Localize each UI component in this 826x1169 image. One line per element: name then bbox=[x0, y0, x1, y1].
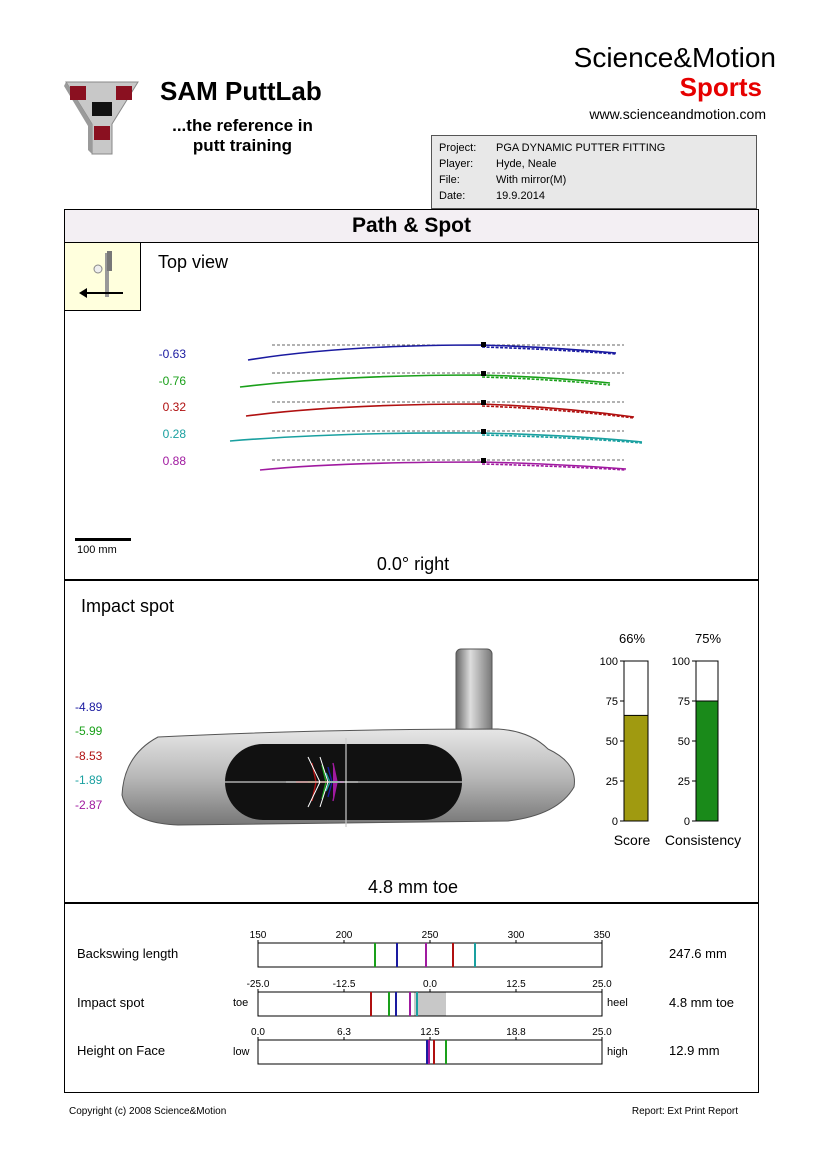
impact-value-2: -5.99 bbox=[75, 724, 103, 738]
height-value: 12.9 mm bbox=[669, 1043, 720, 1058]
info-player-value: Hyde, Neale bbox=[496, 158, 557, 170]
score-percent: 66% bbox=[618, 631, 646, 646]
impact-tick-3: 0.0 bbox=[423, 979, 437, 990]
info-project-value: PGA DYNAMIC PUTTER FITTING bbox=[496, 142, 666, 154]
backswing-bar bbox=[258, 943, 602, 967]
consistency-axis-tick-50: 50 bbox=[677, 736, 690, 748]
path-marker-5 bbox=[481, 458, 486, 463]
info-date-label: Date: bbox=[439, 190, 466, 202]
height-tick-2: 6.3 bbox=[337, 1027, 351, 1038]
impact-range-shade bbox=[414, 992, 446, 1016]
height-tick-3: 12.5 bbox=[420, 1027, 440, 1038]
score-bars bbox=[590, 655, 730, 830]
height-low-label: low bbox=[233, 1046, 250, 1058]
impact-spot-title: Impact spot bbox=[81, 596, 175, 616]
impact-tick-5: 25.0 bbox=[592, 979, 612, 990]
score-axis-tick-100: 100 bbox=[599, 656, 618, 668]
height-label: Height on Face bbox=[77, 1043, 166, 1058]
brand-sub: Sports bbox=[679, 72, 762, 102]
height-high-label: high bbox=[607, 1046, 628, 1058]
consistency-axis-tick-100: 100 bbox=[671, 656, 690, 668]
score-axis-tick-50: 50 bbox=[605, 736, 618, 748]
info-file-value: With mirror(M) bbox=[496, 174, 567, 186]
path-value-1: -0.63 bbox=[158, 347, 186, 361]
top-view-title: Top view bbox=[158, 252, 229, 272]
info-player-label: Player: bbox=[439, 158, 474, 170]
height-tick-4: 18.8 bbox=[506, 1027, 526, 1038]
scale-label: 100 mm bbox=[77, 544, 117, 556]
impact-heel-label: heel bbox=[607, 997, 628, 1009]
path-trace-5 bbox=[260, 462, 626, 470]
divider-top bbox=[64, 579, 759, 581]
backswing-tick-5: 350 bbox=[593, 930, 611, 941]
info-date bbox=[439, 190, 545, 202]
backswing-tick-3: 250 bbox=[421, 930, 439, 941]
report-type: Report: Ext Print Report bbox=[631, 1106, 738, 1117]
scale-bar bbox=[75, 538, 131, 541]
path-marker-4 bbox=[481, 429, 486, 434]
backswing-tick-4: 300 bbox=[507, 930, 525, 941]
path-value-5: 0.88 bbox=[162, 454, 186, 468]
impact-value-5: -2.87 bbox=[75, 798, 103, 812]
impact-toe-label: toe bbox=[233, 997, 249, 1009]
metric-bars bbox=[240, 926, 620, 1071]
score-axis-tick-0: 0 bbox=[611, 816, 618, 828]
path-trace-1 bbox=[248, 345, 616, 360]
consistency-axis-tick-75: 75 bbox=[677, 696, 690, 708]
consistency-bar-fill bbox=[696, 701, 718, 821]
impact-metric-value: 4.8 mm toe bbox=[669, 995, 735, 1010]
section-title: Path & Spot bbox=[64, 209, 759, 243]
path-marker-2 bbox=[481, 371, 486, 376]
app-title: SAM PuttLab bbox=[160, 76, 322, 106]
consistency-label: Consistency bbox=[664, 832, 742, 848]
path-marker-1 bbox=[481, 342, 486, 347]
puttlab-logo-icon bbox=[62, 78, 142, 158]
tagline-line1: ...the reference in bbox=[172, 116, 313, 135]
putter-head-image bbox=[118, 645, 580, 830]
impact-value-1: -4.89 bbox=[75, 700, 103, 714]
info-file-label: File: bbox=[439, 174, 460, 186]
backswing-value: 247.6 mm bbox=[669, 946, 727, 961]
score-axis-tick-25: 25 bbox=[605, 776, 618, 788]
brand-url[interactable]: www.scienceandmotion.com bbox=[589, 106, 766, 122]
impact-value-3: -8.53 bbox=[75, 749, 103, 763]
info-project-label: Project: bbox=[439, 142, 477, 154]
impact-metric-label: Impact spot bbox=[77, 995, 145, 1010]
top-view-icon bbox=[65, 243, 141, 311]
impact-tick-4: 12.5 bbox=[506, 979, 526, 990]
info-project bbox=[439, 142, 665, 154]
info-box bbox=[431, 135, 757, 209]
info-player bbox=[439, 158, 557, 170]
divider-bottom bbox=[64, 902, 759, 904]
path-marker-3 bbox=[481, 400, 486, 405]
backswing-label: Backswing length bbox=[77, 946, 179, 961]
path-value-3: 0.32 bbox=[162, 400, 186, 414]
putter-path-traces bbox=[220, 335, 660, 480]
top-view-summary: 0.0° right bbox=[376, 554, 450, 574]
consistency-percent: 75% bbox=[694, 631, 722, 646]
impact-tick-2: -12.5 bbox=[332, 979, 356, 990]
impact-value-4: -1.89 bbox=[75, 773, 103, 787]
consistency-axis-tick-25: 25 bbox=[677, 776, 690, 788]
backswing-tick-2: 200 bbox=[335, 930, 353, 941]
path-value-4: 0.28 bbox=[162, 427, 186, 441]
brand-name: Science&Motion bbox=[573, 42, 776, 73]
copyright: Copyright (c) 2008 Science&Motion bbox=[69, 1106, 227, 1117]
path-value-2: -0.76 bbox=[158, 374, 186, 388]
putter-hosel bbox=[456, 649, 492, 735]
height-tick-5: 25.0 bbox=[592, 1027, 612, 1038]
score-label: Score bbox=[613, 832, 651, 848]
backswing-tick-1: 150 bbox=[249, 930, 267, 941]
impact-tick-1: -25.0 bbox=[246, 979, 270, 990]
impact-summary: 4.8 mm toe bbox=[367, 877, 459, 897]
info-date-value: 19.9.2014 bbox=[496, 190, 545, 202]
score-bar-fill bbox=[624, 715, 648, 821]
height-tick-1: 0.0 bbox=[251, 1027, 265, 1038]
score-axis-tick-75: 75 bbox=[605, 696, 618, 708]
path-trace-3 bbox=[246, 404, 634, 417]
path-trace-4 bbox=[230, 433, 642, 442]
consistency-axis-tick-0: 0 bbox=[683, 816, 690, 828]
info-file bbox=[439, 174, 566, 186]
tagline-line2: putt training bbox=[192, 136, 293, 155]
